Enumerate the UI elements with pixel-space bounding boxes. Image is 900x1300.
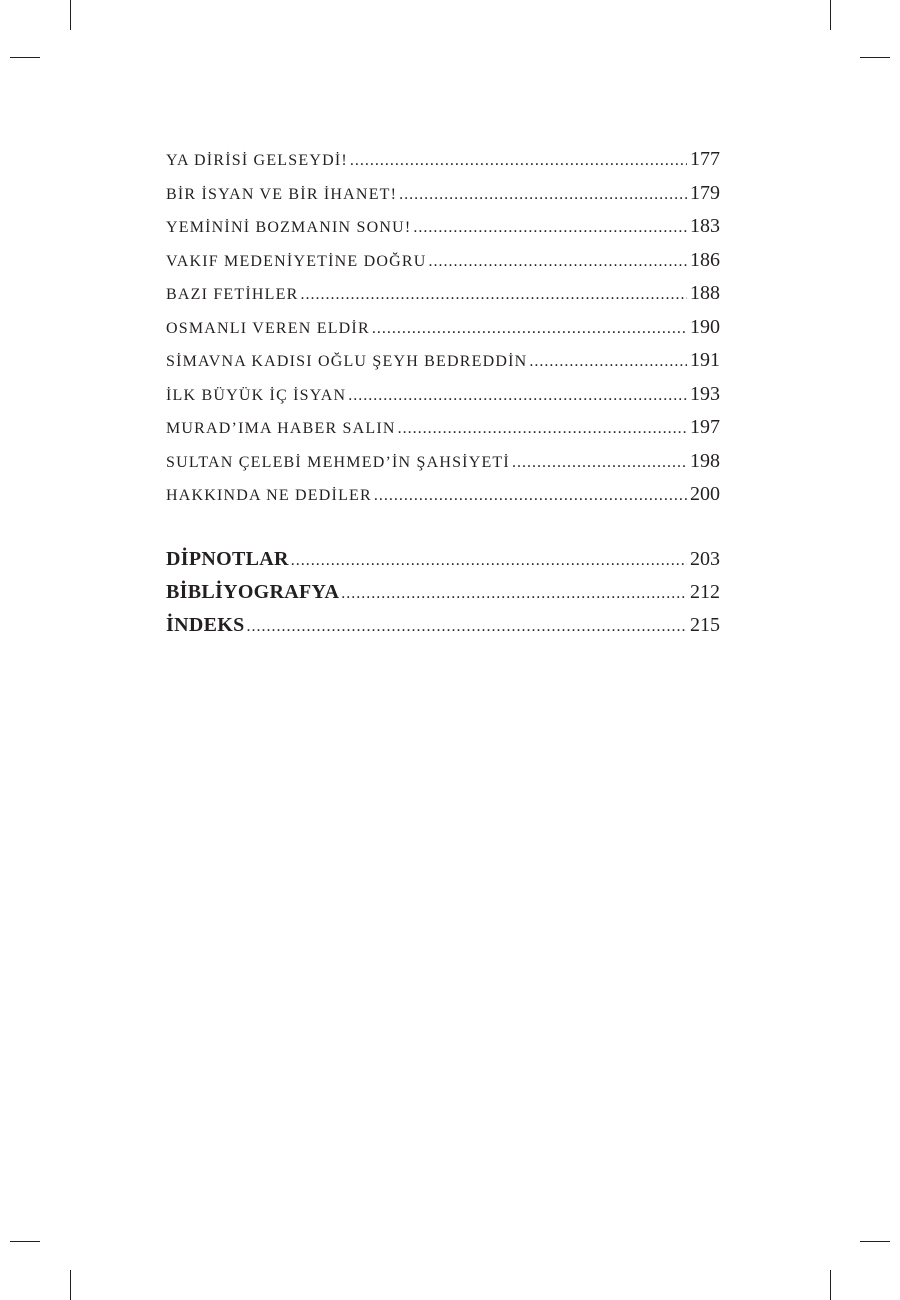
dot-leader: [300, 286, 687, 304]
toc-entry-title: İLK BÜYÜK İÇ İSYAN: [166, 386, 347, 404]
toc-entry-index[interactable]: [166, 614, 720, 647]
toc-entry[interactable]: [166, 450, 720, 484]
table-of-contents-back-matter: [166, 548, 720, 647]
crop-mark-right-bottom: [860, 1241, 890, 1242]
toc-entry-title: BİR İSYAN VE BİR İHANET!: [166, 185, 398, 203]
crop-mark-bottom-right: [830, 1270, 831, 1300]
toc-entry[interactable]: [166, 282, 720, 316]
dot-leader: [348, 387, 687, 405]
table-of-contents-chapters: [166, 148, 720, 517]
toc-entry-page: 179: [690, 181, 720, 204]
crop-mark-left-top: [10, 57, 40, 58]
toc-entry-page: 183: [690, 215, 720, 237]
dot-leader: [374, 487, 687, 505]
dot-leader: [341, 585, 687, 603]
dot-leader: [291, 552, 687, 570]
crop-mark-top-left: [70, 0, 71, 30]
toc-entry[interactable]: [166, 416, 720, 450]
toc-entry-page: 191: [690, 349, 720, 371]
toc-entry[interactable]: [166, 383, 720, 417]
dot-leader: [398, 420, 687, 438]
crop-mark-right-top: [860, 57, 890, 58]
toc-entry-page: 197: [690, 416, 720, 438]
toc-entry-title: İNDEKS: [166, 614, 245, 636]
toc-entry-title: VAKIF MEDENİYETİNE DOĞRU: [166, 252, 427, 270]
toc-entry[interactable]: [166, 215, 720, 249]
dot-leader: [350, 152, 687, 170]
toc-entry-title: BİBLİYOGRAFYA: [166, 581, 340, 603]
dot-leader: [429, 253, 688, 271]
toc-entry-title: OSMANLI VEREN ELDİR: [166, 319, 370, 337]
toc-entry-title: DİPNOTLAR: [166, 548, 289, 570]
toc-entry-page: 186: [690, 248, 720, 271]
toc-entry-page: 203: [690, 548, 720, 570]
toc-entry[interactable]: [166, 316, 720, 350]
toc-entry[interactable]: [166, 249, 720, 283]
toc-entry-title: SİMAVNA KADISI OĞLU ŞEYH BEDREDDİN: [166, 353, 528, 370]
toc-entry-title: BAZI FETİHLER: [166, 286, 299, 303]
toc-entry-title: YA DİRİSİ GELSEYDİ!: [166, 152, 348, 169]
toc-entry-page: 198: [690, 449, 720, 472]
dot-leader: [372, 320, 687, 338]
crop-mark-bottom-left: [70, 1270, 71, 1300]
toc-entry-bibliography[interactable]: [166, 581, 720, 614]
toc-entry-title: SULTAN ÇELEBİ MEHMED’İN ŞAHSİYETİ: [166, 453, 510, 471]
toc-entry-page: 190: [690, 315, 720, 338]
dot-leader: [399, 186, 687, 204]
dot-leader: [413, 219, 687, 237]
toc-entry-page: 188: [690, 282, 720, 304]
crop-mark-left-bottom: [10, 1241, 40, 1242]
toc-entry-page: 200: [690, 483, 720, 505]
toc-entry-page: 193: [690, 382, 720, 405]
dot-leader: [247, 618, 688, 636]
toc-entry[interactable]: [166, 349, 720, 383]
toc-entry-page: 215: [690, 614, 720, 636]
dot-leader: [529, 353, 687, 371]
toc-entry-title: HAKKINDA NE DEDİLER: [166, 487, 372, 504]
toc-entry-footnotes[interactable]: [166, 548, 720, 581]
crop-mark-top-right: [830, 0, 831, 30]
toc-entry-title: MURAD’IMA HABER SALIN: [166, 420, 396, 437]
toc-entry-page: 177: [690, 148, 720, 170]
toc-entry-page: 212: [690, 581, 720, 603]
toc-entry[interactable]: [166, 148, 720, 182]
toc-entry[interactable]: [166, 483, 720, 517]
toc-entry[interactable]: [166, 182, 720, 216]
toc-entry-title: YEMİNİNİ BOZMANIN SONU!: [166, 219, 412, 236]
dot-leader: [512, 454, 687, 472]
